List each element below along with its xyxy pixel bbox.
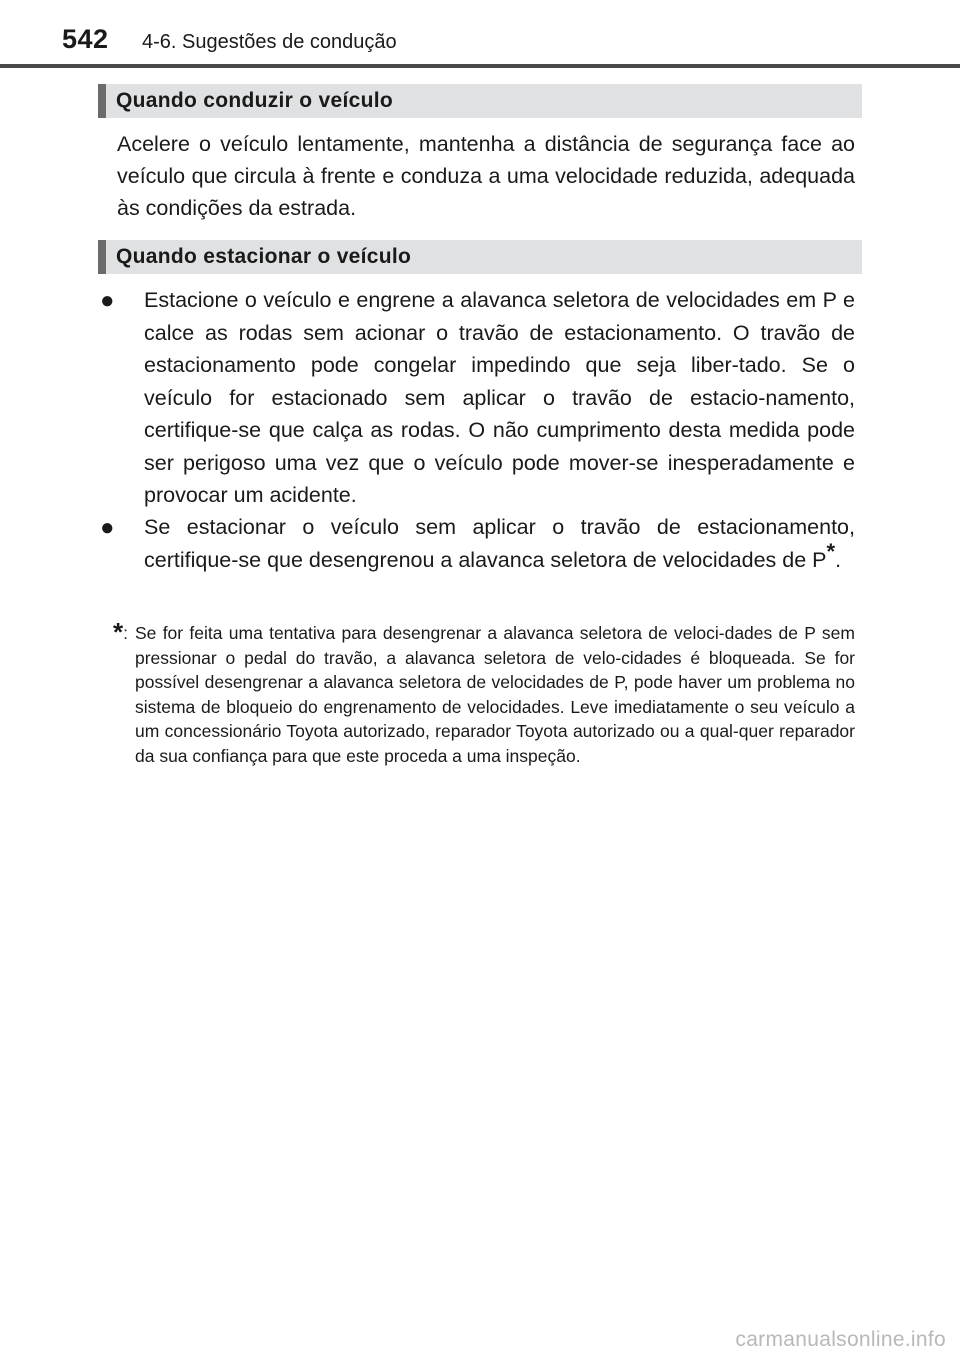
section-title: 4-6. Sugestões de condução <box>142 31 397 53</box>
heading-driving-text: Quando conduzir o veículo <box>116 89 394 112</box>
footnote-text: Se for feita uma tentativa para desengrenar a alavanca seletora de veloci-dades de P sem pressionar o pedal do travão, a alavanca seletora de velo-cidades é bloqueada. Se for possível desengrenar a alavanca seletora de velocidades de P, pode haver um problema no sistema de bloqueio do engrenamento de velocidades. Leve imediatamente o seu veículo a um concessionário Toyota autorizado, reparador Toyota autorizado ou a qual-quer reparador da sua confiança para que este proceda a uma inspeção. <box>135 623 855 766</box>
heading-accent <box>98 84 106 118</box>
bullet-text: Se estacionar o veículo sem aplicar o travão de estacionamento, certifique-se que desengrenou a alavanca seletora de velocidades de P <box>144 515 855 572</box>
heading-accent <box>98 240 106 274</box>
footnote-reference: * <box>826 538 836 564</box>
footnote <box>113 617 855 768</box>
footnote-separator: : <box>123 623 128 643</box>
heading-driving <box>98 84 862 118</box>
footnote-star: * <box>113 617 124 647</box>
header-divider <box>0 64 960 68</box>
bullet-dot-icon: ● <box>100 287 115 314</box>
bullet-item-park-chock <box>100 284 855 512</box>
heading-parking-text: Quando estacionar o veículo <box>116 245 412 268</box>
footnote-marker <box>113 617 128 647</box>
driving-paragraph: Acelere o veículo lentamente, mantenha a distância de segurança face ao veículo que circula à frente e conduza a uma velocidade reduzida, adequada às condições da estrada. <box>117 132 855 220</box>
bullet-text-suffix: . <box>835 547 842 572</box>
bullet-text: Estacione o veículo e engrene a alavanca seletora de velocidades em P e calce as rodas sem acionar o travão de estacionamento. O travão de estacionamento pode congelar impedindo que seja liber-tado. Se o veículo for estacionado sem aplicar o travão de estacio-namento, certifique-se que calça as rodas. O não cumprimento desta medida pode ser perigoso uma vez que o veículo pode mover-se inesperadamente e provocar um acidente. <box>144 288 855 507</box>
bullet-text-container <box>144 511 855 576</box>
bullet-item-park-release <box>100 511 855 576</box>
watermark: carmanualsonline.info <box>735 1328 946 1351</box>
heading-parking <box>98 240 862 274</box>
bullet-dot-icon: ● <box>100 514 115 541</box>
page-number: 542 <box>62 24 109 54</box>
